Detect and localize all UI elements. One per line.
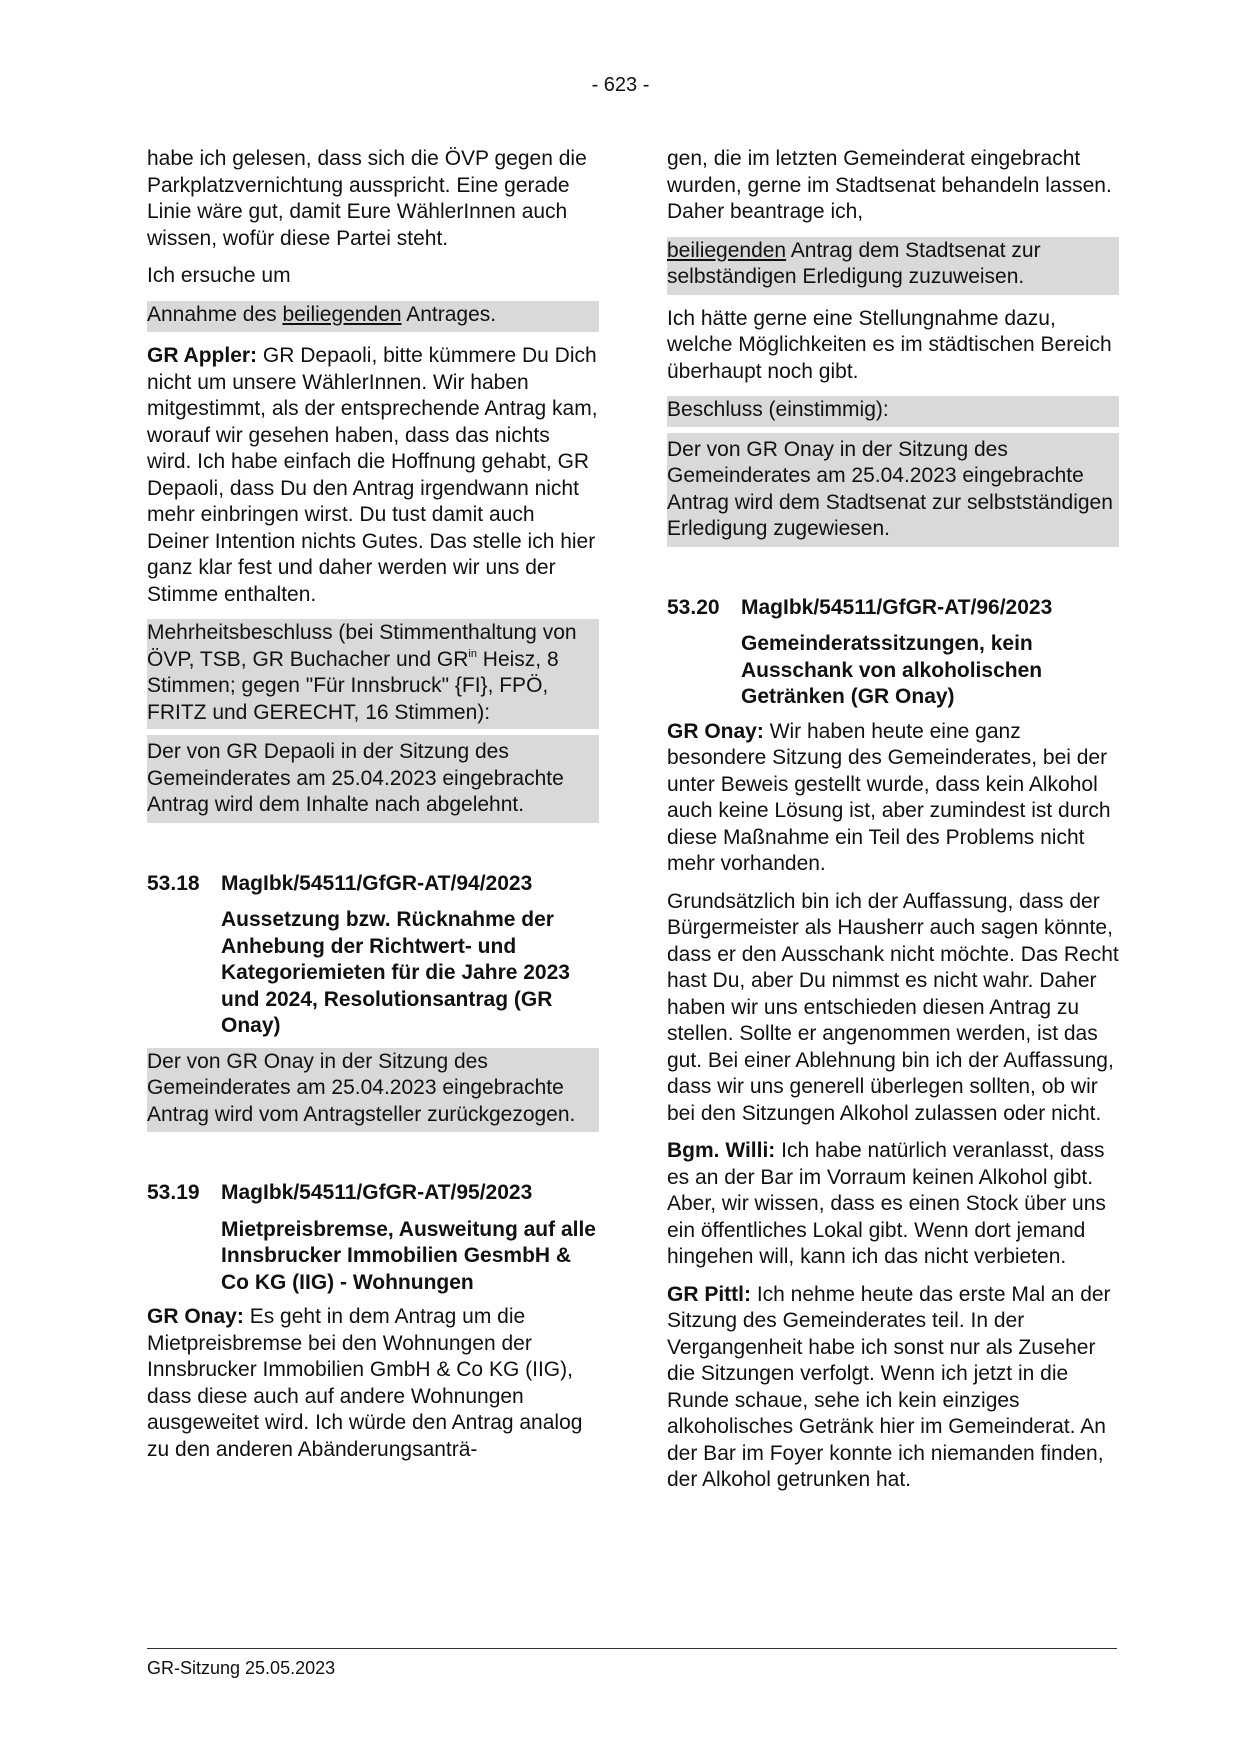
footer-divider bbox=[147, 1648, 1117, 1649]
speech-text: Ich nehme heute das erste Mal an der Sitzung des Gemeinderates teil. In der Vergangenheit habe ich sonst nur als Zuseher die Sitzungen verfolgt. Wenn ich jetzt in die Runde schaue, sehe ich kein einziges alkoholisches Getränk hier im Gemeinderat. An der Bar im Foyer konnte ich niemanden finden, der Alkohol getrunken hat. bbox=[667, 1282, 1111, 1491]
section-reference: MagIbk/54511/GfGR-AT/96/2023 bbox=[741, 595, 1053, 619]
decision-box bbox=[147, 1048, 599, 1133]
speech-appler bbox=[147, 343, 599, 608]
motion-box bbox=[667, 237, 1119, 295]
decision-text: Mehrheitsbeschluss (bei Stimmenthaltung von ÖVP, TSB, GR Buchacher und GR bbox=[147, 621, 577, 671]
motion-text bbox=[147, 302, 599, 332]
underlined-word: beiliegenden bbox=[282, 302, 402, 326]
speech-onay bbox=[667, 719, 1119, 878]
section-number: 53.19 bbox=[147, 1181, 200, 1204]
speaker-name: GR Onay: bbox=[147, 1305, 244, 1328]
decision-result: Beschluss (einstimmig): bbox=[667, 398, 889, 421]
section-heading-53-19 bbox=[147, 1180, 599, 1296]
decision-text: Der von GR Onay in der Sitzung des Gemeinderates am 25.04.2023 eingebrachte Antrag wird dem Stadtsenat zur selbstständigen Erledigung zugewiesen. bbox=[667, 427, 1119, 546]
right-column bbox=[667, 146, 1119, 1505]
section-title: Mietpreisbremse, Ausweitung auf alle Innsbrucker Immobilien GesmbH & Co KG (IIG) - Wohnungen bbox=[221, 1217, 596, 1294]
decision-text: Der von GR Onay in der Sitzung des Gemeinderates am 25.04.2023 eingebrachte Antrag wird vom Antragsteller zurückgezogen. bbox=[147, 1049, 576, 1126]
section-number: 53.18 bbox=[147, 871, 200, 895]
speech-pittl bbox=[667, 1282, 1119, 1494]
decision-box bbox=[147, 619, 599, 823]
left-column bbox=[147, 146, 599, 1474]
decision-text: Der von GR Depaoli in der Sitzung des Gemeinderates am 25.04.2023 eingebrachte Antrag wird dem Inhalte nach abgelehnt. bbox=[147, 729, 599, 822]
speech-willi bbox=[667, 1138, 1119, 1271]
speech-text: Es geht in dem Antrag um die Mietpreisbremse bei den Wohnungen der Innsbrucker Immobilien GmbH & Co KG (IIG), dass diese auch auf andere Wohnungen ausgeweitet wird. Ich würde den Antrag analog zu den anderen Abänderungsanträ- bbox=[147, 1305, 583, 1461]
speaker-name: GR Appler: bbox=[147, 344, 258, 367]
paragraph: habe ich gelesen, dass sich die ÖVP gegen die Parkplatzvernichtung ausspricht. Eine gerade Linie wäre gut, damit Eure WählerInnen auch wissen, wofür diese Partei steht. bbox=[147, 147, 587, 250]
paragraph: Ich ersuche um bbox=[147, 264, 291, 287]
page-number: - 623 - bbox=[591, 74, 650, 96]
speaker-name: GR Pittl: bbox=[667, 1282, 751, 1306]
section-reference: MagIbk/54511/GfGR-AT/95/2023 bbox=[221, 1181, 533, 1204]
speech-text: Wir haben heute eine ganz besondere Sitzung des Gemeinderates, bei der unter Beweis gestellt wurde, dass kein Alkohol auch keine Lösung ist, aber zumindest ist durch diese Maßnahme ein Teil des Problems nicht mehr vorhanden. bbox=[667, 719, 1111, 875]
superscript: in bbox=[468, 647, 477, 660]
speech-onay bbox=[147, 1304, 599, 1463]
motion-text-part: Antrages. bbox=[401, 302, 497, 326]
section-heading-53-18 bbox=[147, 871, 599, 1040]
speech-text: GR Depaoli, bitte kümmere Du Dich nicht um unsere WählerInnen. Wir haben mitgestimmt, als der entsprechende Antrag kam, worauf wir gesehen haben, dass das nichts wird. Ich habe einfach die Hoffnung gehabt, GR Depaoli, dass Du den Antrag irgendwann nicht mehr einbringen wirst. Du tust damit auch Deiner Intention nichts Gutes. Das stelle ich hier ganz klar fest und daher werden wir uns der Stimme enthalten. bbox=[147, 344, 598, 606]
motion-text-part: Antrag dem Stadtsenat zur selbständigen Erledigung zuzuweisen. bbox=[667, 238, 1041, 288]
section-reference: MagIbk/54511/GfGR-AT/94/2023 bbox=[221, 871, 533, 895]
footer: GR-Sitzung 25.05.2023 bbox=[147, 1658, 336, 1678]
section-title: Gemeinderatssitzungen, kein Ausschank von alkoholischen Getränken (GR Onay) bbox=[741, 632, 1043, 708]
paragraph: gen, die im letzten Gemeinderat eingebracht wurden, gerne im Stadtsenat behandeln lassen. Daher beantrage ich, bbox=[667, 147, 1112, 223]
paragraph: Ich hätte gerne eine Stellungnahme dazu, welche Möglichkeiten es im städtischen Bereich überhaupt noch gibt. bbox=[667, 306, 1112, 383]
paragraph: Grundsätzlich bin ich der Auffassung, dass der Bürgermeister als Hausherr auch sagen könnte, dass er den Ausschank nicht möchte. Das Recht hast Du, aber Du nimmst es nicht wahr. Daher haben wir uns entschieden diesen Antrag zu stellen. Sollte er angenommen werden, ist das gut. Bei einer Ablehnung bin ich der Auffassung, dass wir uns generell überlegen sollten, ob wir bei den Sitzungen Alkohol zulassen oder nicht. bbox=[667, 889, 1119, 1125]
speaker-name: GR Onay: bbox=[667, 719, 764, 743]
section-title: Aussetzung bzw. Rücknahme der Anhebung der Richtwert- und Kategoriemieten für die Jahre 2023 und 2024, Resolutionsantrag (GR Onay) bbox=[221, 908, 570, 1037]
section-heading-53-20 bbox=[667, 595, 1119, 711]
decision-box bbox=[667, 396, 1119, 547]
section-number: 53.20 bbox=[667, 595, 720, 619]
motion-box bbox=[147, 301, 599, 333]
motion-text bbox=[667, 238, 1119, 294]
motion-text-part: Annahme des bbox=[147, 302, 283, 326]
decision-result bbox=[147, 620, 599, 729]
speech-text: Ich habe natürlich veranlasst, dass es an der Bar im Vorraum keinen Alkohol gibt. Aber, wir wissen, dass es einen Stock über uns ein öffentliches Lokal gibt. Wenn dort jemand hingehen will, kann ich das nicht verbieten. bbox=[667, 1139, 1106, 1268]
underlined-word: beiliegenden bbox=[667, 238, 787, 262]
speaker-name: Bgm. Willi: bbox=[667, 1139, 776, 1162]
decision-text: Heisz, 8 Stimmen; gegen "Für Innsbruck" {FI}, FPÖ, FRITZ und GERECHT, 16 Stimmen): bbox=[147, 647, 559, 724]
